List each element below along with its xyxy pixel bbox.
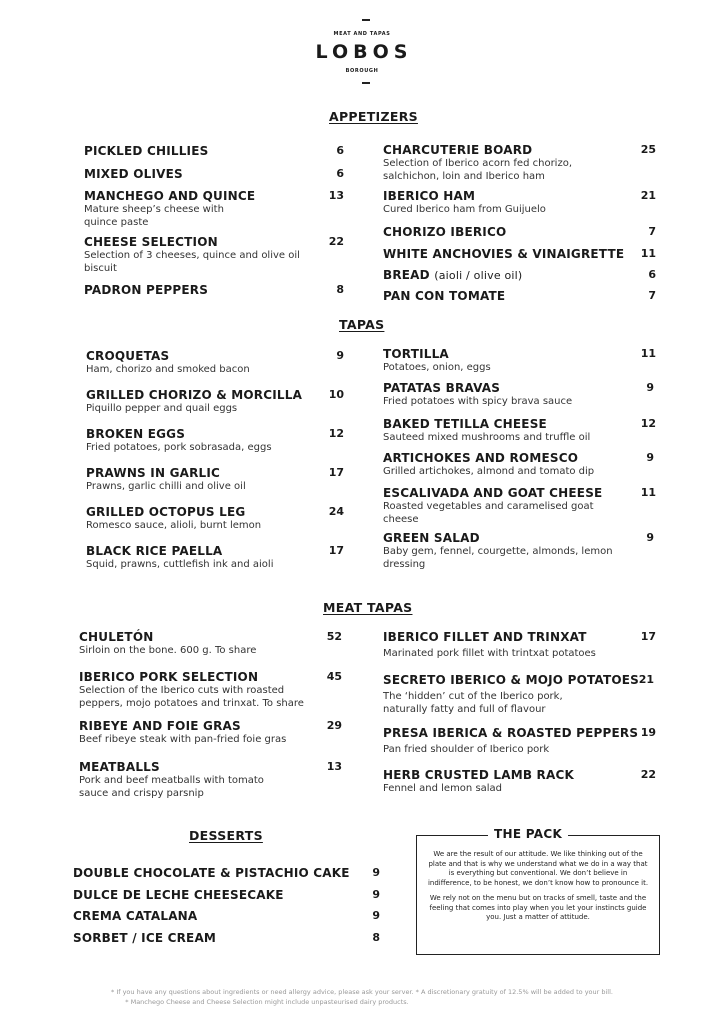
item-name: CHULETÓN <box>79 630 154 644</box>
item-price: 29 <box>326 719 342 732</box>
item-price: 8 <box>336 283 344 296</box>
item-description: Prawns, garlic chilli and olive oil <box>86 481 246 492</box>
item-name: IBERICO PORK SELECTION <box>79 670 259 684</box>
menu-item <box>383 189 656 217</box>
menu-item <box>79 670 342 710</box>
the-pack-box <box>416 835 660 955</box>
item-name: TORTILLA <box>383 347 449 361</box>
menu-item <box>73 931 380 946</box>
menu-item <box>84 189 344 229</box>
item-description: Cured Iberico ham from Guijuelo <box>383 204 546 215</box>
item-price: 24 <box>328 505 344 518</box>
item-description: Beef ribeye steak with pan-fried foie gras <box>79 734 287 745</box>
menu-item <box>383 143 656 183</box>
item-price: 12 <box>640 417 656 430</box>
item-price: 9 <box>646 451 654 464</box>
item-name: SORBET / ICE CREAM <box>73 931 217 945</box>
item-price: 8 <box>372 931 380 944</box>
item-description: Ham, chorizo and smoked bacon <box>86 364 250 375</box>
item-price: 17 <box>328 466 344 479</box>
menu-item <box>383 247 656 262</box>
menu-item <box>86 505 344 533</box>
item-price: 9 <box>646 381 654 394</box>
menu-item <box>86 427 344 455</box>
item-price: 19 <box>640 726 656 739</box>
item-description: Fried potatoes, pork sobrasada, eggs <box>86 442 272 453</box>
item-name: PAN CON TOMATE <box>383 289 506 303</box>
item-name-text: BREAD <box>383 268 430 282</box>
item-price: 9 <box>372 909 380 922</box>
item-price: 9 <box>646 531 654 544</box>
item-name: IBERICO FILLET AND TRINXAT <box>383 630 587 644</box>
menu-item <box>383 768 656 796</box>
section-title-meat-tapas: MEAT TAPAS <box>323 600 413 615</box>
item-name <box>383 268 656 283</box>
item-description: Roasted vegetables and caramelised goat cheese <box>383 501 594 525</box>
item-description: Sirloin on the bone. 600 g. To share <box>79 645 257 656</box>
item-price: 6 <box>336 167 344 180</box>
item-description: Selection of 3 cheeses, quince and olive oil biscuit <box>84 250 300 274</box>
menu-item <box>84 283 344 298</box>
item-price: 21 <box>638 673 654 686</box>
item-price: 52 <box>326 630 342 643</box>
menu-item <box>86 544 344 572</box>
item-name: PICKLED CHILLIES <box>84 144 209 158</box>
the-pack-body <box>417 836 659 923</box>
item-name: WHITE ANCHOVIES & VINAIGRETTE <box>383 247 625 261</box>
menu-item <box>383 726 656 757</box>
item-price: 21 <box>640 189 656 202</box>
menu-item <box>383 486 656 526</box>
footer-note-2: * Manchego Cheese and Cheese Selection might include unpasteurised dairy products. <box>125 998 409 1006</box>
menu-item <box>86 388 344 416</box>
menu-item <box>79 719 342 747</box>
item-description: Pork and beef meatballs with tomato sauce and crispy parsnip <box>79 775 264 799</box>
the-pack-paragraph-2: We rely not on the menu but on tracks of smell, taste and the feeling that comes into play when you let your instincts guide you. Just a matter of attitude. <box>429 894 647 921</box>
item-description: Grilled artichokes, almond and tomato dip <box>383 466 595 477</box>
item-description: Fennel and lemon salad <box>383 783 503 794</box>
item-name: BAKED TETILLA CHEESE <box>383 417 547 431</box>
item-price: 25 <box>640 143 656 156</box>
item-price: 13 <box>328 189 344 202</box>
menu-item <box>86 349 344 377</box>
logo-bottom-bar <box>362 82 370 84</box>
item-description: Mature sheep’s cheese with quince paste <box>84 204 224 228</box>
menu-item <box>383 673 656 716</box>
section-title-desserts: DESSERTS <box>189 828 263 843</box>
item-price: 6 <box>336 144 344 157</box>
item-name: GRILLED CHORIZO & MORCILLA <box>86 388 303 402</box>
item-name: PATATAS BRAVAS <box>383 381 501 395</box>
item-description: Baby gem, fennel, courgette, almonds, lemon dressing <box>383 546 613 570</box>
section-title-tapas: TAPAS <box>339 317 385 332</box>
item-price: 17 <box>640 630 656 643</box>
item-name: HERB CRUSTED LAMB RACK <box>383 768 574 782</box>
item-description: Selection of the Iberico cuts with roasted peppers, mojo potatoes and trinxat. To share <box>79 685 304 709</box>
menu-item <box>383 268 656 283</box>
the-pack-paragraph-1: We are the result of our attitude. We like thinking out of the plate and that is why we understand what we do in a way that is everything but conventional. We don’t believe in indifference, to be honest, we don’t know how to pronounce it. <box>427 850 649 887</box>
menu-item <box>383 381 656 409</box>
item-name: ARTICHOKES AND ROMESCO <box>383 451 579 465</box>
item-description: Romesco sauce, alioli, burnt lemon <box>86 520 262 531</box>
item-price: 12 <box>328 427 344 440</box>
item-description: Sauteed mixed mushrooms and truffle oil <box>383 432 591 443</box>
item-name: CREMA CATALANA <box>73 909 198 923</box>
item-price: 11 <box>640 347 656 360</box>
item-description: Piquillo pepper and quail eggs <box>86 403 238 414</box>
item-description: Squid, prawns, cuttlefish ink and aioli <box>86 559 274 570</box>
item-name: CHORIZO IBERICO <box>383 225 507 239</box>
item-name: MEATBALLS <box>79 760 160 774</box>
logo-top-bar <box>362 19 370 21</box>
item-name: DOUBLE CHOCOLATE & PISTACHIO CAKE <box>73 866 350 880</box>
item-description: Potatoes, onion, eggs <box>383 362 491 373</box>
item-name: CHARCUTERIE BOARD <box>383 143 533 157</box>
item-description: Selection of Iberico acorn fed chorizo, salchichon, loin and Iberico ham <box>383 158 572 182</box>
item-name: GREEN SALAD <box>383 531 480 545</box>
item-description: Pan fried shoulder of Iberico pork <box>383 744 550 755</box>
menu-item <box>383 531 656 571</box>
item-price: 9 <box>372 866 380 879</box>
item-price: 22 <box>328 235 344 248</box>
item-name: SECRETO IBERICO & MOJO POTATOES <box>383 673 640 687</box>
footer-note-1: * If you have any questions about ingredients or need allergy advice, please ask your server. * A discretionary gratuity of 12.5% will be added to your bill. <box>111 988 613 996</box>
item-price: 7 <box>648 225 656 238</box>
item-price: 45 <box>326 670 342 683</box>
item-name: PADRON PEPPERS <box>84 283 209 297</box>
item-name: RIBEYE AND FOIE GRAS <box>79 719 241 733</box>
item-price: 11 <box>640 247 656 260</box>
menu-item <box>73 909 380 924</box>
logo-location: BOROUGH <box>345 68 379 74</box>
menu-item <box>84 235 344 275</box>
menu-item <box>73 888 380 903</box>
item-name: ESCALIVADA AND GOAT CHEESE <box>383 486 603 500</box>
item-name: CHEESE SELECTION <box>84 235 218 249</box>
logo-tagline: MEAT AND TAPAS <box>333 31 391 37</box>
item-description: Fried potatoes with spicy brava sauce <box>383 396 573 407</box>
item-price: 6 <box>648 268 656 281</box>
item-name: PRESA IBERICA & ROASTED PEPPERS <box>383 726 639 740</box>
menu-item <box>383 451 656 479</box>
menu-item <box>79 760 342 800</box>
menu-item <box>84 167 344 182</box>
menu-item <box>383 347 656 375</box>
item-note: (aioli / olive oil) <box>434 269 523 282</box>
item-price: 10 <box>328 388 344 401</box>
item-name: PRAWNS IN GARLIC <box>86 466 221 480</box>
item-price: 13 <box>326 760 342 773</box>
item-name: GRILLED OCTOPUS LEG <box>86 505 246 519</box>
item-description: The ‘hidden’ cut of the Iberico pork, naturally fatty and full of flavour <box>383 691 563 715</box>
item-price: 7 <box>648 289 656 302</box>
item-price: 22 <box>640 768 656 781</box>
menu-item <box>383 417 656 445</box>
item-price: 9 <box>372 888 380 901</box>
menu-item <box>86 466 344 494</box>
menu-item <box>383 225 656 240</box>
menu-item <box>79 630 342 658</box>
menu-item <box>383 630 656 661</box>
item-price: 17 <box>328 544 344 557</box>
item-description: Marinated pork fillet with trintxat potatoes <box>383 648 596 659</box>
item-name: MANCHEGO AND QUINCE <box>84 189 256 203</box>
menu-item <box>73 866 380 881</box>
item-name: BROKEN EGGS <box>86 427 186 441</box>
item-name: MIXED OLIVES <box>84 167 183 181</box>
item-name: BLACK RICE PAELLA <box>86 544 223 558</box>
item-price: 9 <box>336 349 344 362</box>
item-name: CROQUETAS <box>86 349 170 363</box>
item-price: 11 <box>640 486 656 499</box>
the-pack-title: THE PACK <box>488 827 568 841</box>
item-name: DULCE DE LECHE CHEESECAKE <box>73 888 284 902</box>
menu-item <box>383 289 656 304</box>
item-name: IBERICO HAM <box>383 189 476 203</box>
logo-name: LOBOS <box>315 41 413 63</box>
section-title-appetizers: APPETIZERS <box>329 109 418 124</box>
menu-item <box>84 144 344 159</box>
